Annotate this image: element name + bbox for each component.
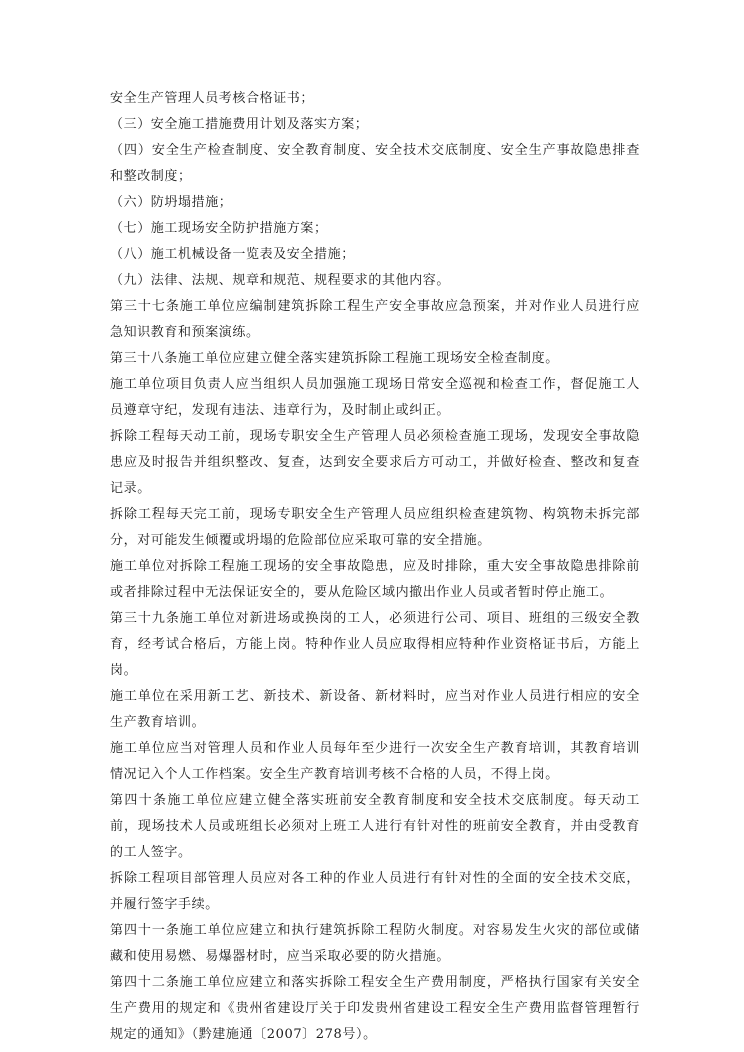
paragraph-daily-start-check: 拆除工程每天动工前，现场专职安全生产管理人员必须检查施工现场，发现安全事故隐患应及时报告并组织整改、复查，达到安全要求后方可动工，并做好检查、整改和复查记录。	[110, 429, 640, 496]
paragraph-site-inspection: 施工单位项目负责人应当组织人员加强施工现场日常安全巡视和检查工作，督促施工人员遵章守纪，发现有违法、违章行为，及时制止或纠正。	[110, 377, 640, 418]
paragraph-hazard-removal: 施工单位对拆除工程施工现场的安全事故隐患，应及时排除，重大安全事故隐患排除前或者排除过程中无法保证安全的，要从危险区域内撤出作业人员或者暂时停止施工。	[110, 559, 640, 600]
paragraph-article-39: 第三十九条施工单位对新进场或换岗的工人，必须进行公司、项目、班组的三级安全教育，经考试合格后，方能上岗。特种作业人员应取得相应特种作业资格证书后，方能上岗。	[110, 611, 640, 678]
paragraph-daily-end-check: 拆除工程每天完工前，现场专职安全生产管理人员应组织检查建筑物、构筑物未拆完部分，对可能发生倾覆或坍塌的危险部位应采取可靠的安全措施。	[110, 507, 640, 548]
paragraph-technical-briefing: 拆除工程项目部管理人员应对各工种的作业人员进行有针对性的全面的安全技术交底，并履行签字手续。	[110, 871, 640, 912]
paragraph-item-8: （八）施工机械设备一览表及安全措施；	[110, 247, 355, 262]
paragraph-article-38: 第三十八条施工单位应建立健全落实建筑拆除工程施工现场安全检查制度。	[110, 351, 559, 366]
paragraph-item-9: （九）法律、法规、规章和规范、规程要求的其他内容。	[110, 273, 451, 288]
paragraph-certificate: 安全生产管理人员考核合格证书；	[110, 91, 315, 106]
paragraph-annual-training: 施工单位应当对管理人员和作业人员每年至少进行一次安全生产教育培训，其教育培训情况记入个人工作档案。安全生产教育培训考核不合格的人员，不得上岗。	[110, 741, 640, 782]
paragraph-article-41: 第四十一条施工单位应建立和执行建筑拆除工程防火制度。对容易发生火灾的部位或储藏和使用易燃、易爆器材时，应当采取必要的防火措施。	[110, 923, 640, 964]
paragraph-article-40: 第四十条施工单位应建立健全落实班前安全教育制度和安全技术交底制度。每天动工前，现场技术人员或班组长必须对上班工人进行有针对性的班前安全教育，并由受教育的工人签字。	[110, 793, 640, 860]
paragraph-article-37: 第三十七条施工单位应编制建筑拆除工程生产安全事故应急预案，并对作业人员进行应急知识教育和预案演练。	[110, 299, 640, 340]
document-body	[110, 86, 640, 1048]
paragraph-item-3: （三）安全施工措施费用计划及落实方案；	[110, 117, 369, 132]
paragraph-item-6: （六）防坍塌措施；	[110, 195, 233, 210]
paragraph-item-7: （七）施工现场安全防护措施方案；	[110, 221, 328, 236]
paragraph-new-tech-training: 施工单位在采用新工艺、新技术、新设备、新材料时，应当对作业人员进行相应的安全生产教育培训。	[110, 689, 640, 730]
paragraph-article-42: 第四十二条施工单位应建立和落实拆除工程安全生产费用制度，严格执行国家有关安全生产费用的规定和《贵州省建设厅关于印发贵州省建设工程安全生产费用监督管理暂行规定的通知》（黔建施通〔2007〕278号）。	[110, 975, 640, 1042]
paragraph-item-4: （四）安全生产检查制度、安全教育制度、安全技术交底制度、安全生产事故隐患排查和整改制度；	[110, 143, 640, 184]
